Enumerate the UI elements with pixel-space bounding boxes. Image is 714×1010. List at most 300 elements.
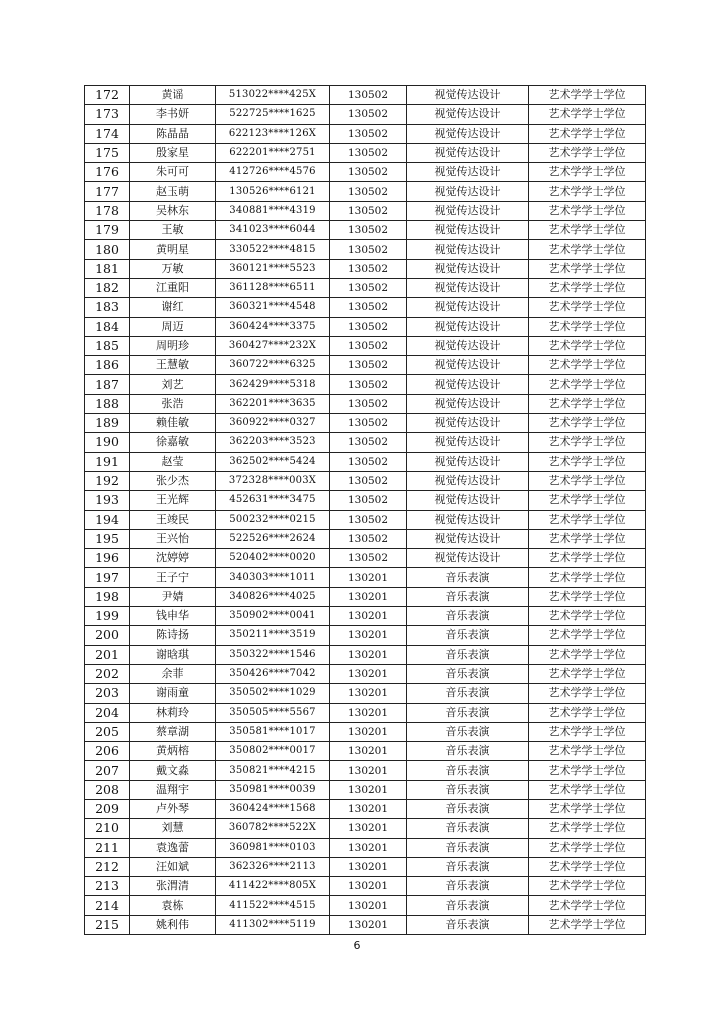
cell-seq: 173 [85, 105, 130, 124]
cell-id-number: 411302****5119 [216, 915, 330, 934]
cell-seq: 175 [85, 143, 130, 162]
cell-seq: 182 [85, 278, 130, 297]
cell-major: 视觉传达设计 [407, 549, 529, 568]
cell-name: 王竣民 [130, 510, 216, 529]
cell-id-number: 361128****6511 [216, 278, 330, 297]
page-number: 6 [353, 939, 361, 952]
table-row [85, 896, 646, 915]
cell-name: 谢雨童 [130, 684, 216, 703]
table-row [85, 761, 646, 780]
cell-name: 李书妍 [130, 105, 216, 124]
cell-major-code: 130201 [330, 568, 407, 587]
table-row [85, 568, 646, 587]
table-row [85, 857, 646, 876]
cell-seq: 206 [85, 742, 130, 761]
cell-id-number: 130526****6121 [216, 182, 330, 201]
cell-seq: 209 [85, 799, 130, 818]
cell-seq: 200 [85, 626, 130, 645]
cell-id-number: 330522****4815 [216, 240, 330, 259]
table-row [85, 607, 646, 626]
table-row [85, 278, 646, 297]
cell-name: 陈诗扬 [130, 626, 216, 645]
cell-major: 视觉传达设计 [407, 124, 529, 143]
cell-seq: 193 [85, 491, 130, 510]
cell-id-number: 350505****5567 [216, 703, 330, 722]
cell-seq: 185 [85, 336, 130, 355]
cell-name: 卢外琴 [130, 799, 216, 818]
cell-name: 赵莹 [130, 452, 216, 471]
cell-seq: 189 [85, 414, 130, 433]
cell-seq: 190 [85, 433, 130, 452]
cell-major-code: 130201 [330, 838, 407, 857]
cell-major: 音乐表演 [407, 799, 529, 818]
cell-degree: 艺术学学士学位 [529, 414, 646, 433]
cell-major: 视觉传达设计 [407, 105, 529, 124]
cell-degree: 艺术学学士学位 [529, 742, 646, 761]
table-row [85, 105, 646, 124]
cell-major: 视觉传达设计 [407, 221, 529, 240]
cell-name: 赖佳敏 [130, 414, 216, 433]
table-row [85, 664, 646, 683]
cell-major: 音乐表演 [407, 838, 529, 857]
cell-degree: 艺术学学士学位 [529, 240, 646, 259]
cell-major: 音乐表演 [407, 684, 529, 703]
cell-major-code: 130502 [330, 163, 407, 182]
table-row [85, 838, 646, 857]
cell-major: 音乐表演 [407, 877, 529, 896]
cell-degree: 艺术学学士学位 [529, 394, 646, 413]
cell-major: 视觉传达设计 [407, 317, 529, 336]
cell-name: 尹婧 [130, 587, 216, 606]
cell-degree: 艺术学学士学位 [529, 491, 646, 510]
cell-id-number: 350821****4215 [216, 761, 330, 780]
table-row [85, 375, 646, 394]
table-row [85, 742, 646, 761]
cell-major: 音乐表演 [407, 722, 529, 741]
cell-name: 汪如斌 [130, 857, 216, 876]
cell-degree: 艺术学学士学位 [529, 105, 646, 124]
cell-major: 视觉传达设计 [407, 375, 529, 394]
cell-seq: 212 [85, 857, 130, 876]
table-row [85, 259, 646, 278]
cell-major-code: 130502 [330, 336, 407, 355]
cell-id-number: 350502****1029 [216, 684, 330, 703]
cell-major-code: 130201 [330, 819, 407, 838]
cell-major: 视觉传达设计 [407, 259, 529, 278]
cell-id-number: 350802****0017 [216, 742, 330, 761]
cell-major-code: 130201 [330, 915, 407, 934]
table-row [85, 143, 646, 162]
cell-major-code: 130502 [330, 259, 407, 278]
cell-id-number: 372328****003X [216, 471, 330, 490]
cell-major: 视觉传达设计 [407, 394, 529, 413]
cell-id-number: 360782****522X [216, 819, 330, 838]
cell-major-code: 130502 [330, 105, 407, 124]
cell-id-number: 360981****0103 [216, 838, 330, 857]
cell-degree: 艺术学学士学位 [529, 317, 646, 336]
cell-id-number: 350981****0039 [216, 780, 330, 799]
cell-major: 视觉传达设计 [407, 452, 529, 471]
cell-id-number: 513022****425X [216, 86, 330, 105]
table-row [85, 915, 646, 934]
cell-id-number: 360424****1568 [216, 799, 330, 818]
cell-degree: 艺术学学士学位 [529, 703, 646, 722]
table-row [85, 491, 646, 510]
cell-seq: 196 [85, 549, 130, 568]
cell-seq: 205 [85, 722, 130, 741]
cell-name: 余菲 [130, 664, 216, 683]
cell-seq: 194 [85, 510, 130, 529]
table-row [85, 394, 646, 413]
cell-seq: 177 [85, 182, 130, 201]
degree-roster-table [84, 85, 646, 935]
cell-major: 视觉传达设计 [407, 356, 529, 375]
cell-major: 音乐表演 [407, 857, 529, 876]
table-row [85, 703, 646, 722]
table-row [85, 201, 646, 220]
cell-seq: 174 [85, 124, 130, 143]
cell-degree: 艺术学学士学位 [529, 626, 646, 645]
table-row [85, 240, 646, 259]
cell-id-number: 412726****4576 [216, 163, 330, 182]
cell-major: 视觉传达设计 [407, 529, 529, 548]
cell-major-code: 130201 [330, 742, 407, 761]
cell-degree: 艺术学学士学位 [529, 336, 646, 355]
cell-seq: 186 [85, 356, 130, 375]
cell-id-number: 350581****1017 [216, 722, 330, 741]
cell-name: 张渭清 [130, 877, 216, 896]
cell-degree: 艺术学学士学位 [529, 163, 646, 182]
cell-seq: 179 [85, 221, 130, 240]
table-row [85, 587, 646, 606]
cell-name: 王慧敏 [130, 356, 216, 375]
cell-name: 徐嘉敏 [130, 433, 216, 452]
cell-id-number: 360121****5523 [216, 259, 330, 278]
cell-major: 视觉传达设计 [407, 182, 529, 201]
cell-degree: 艺术学学士学位 [529, 877, 646, 896]
table-row [85, 124, 646, 143]
cell-degree: 艺术学学士学位 [529, 857, 646, 876]
table-row [85, 510, 646, 529]
cell-major-code: 130201 [330, 780, 407, 799]
cell-major: 音乐表演 [407, 742, 529, 761]
table-row [85, 780, 646, 799]
cell-major: 视觉传达设计 [407, 471, 529, 490]
cell-degree: 艺术学学士学位 [529, 722, 646, 741]
cell-major-code: 130201 [330, 877, 407, 896]
cell-id-number: 360722****6325 [216, 356, 330, 375]
cell-seq: 187 [85, 375, 130, 394]
cell-name: 蔡章湖 [130, 722, 216, 741]
cell-major: 视觉传达设计 [407, 298, 529, 317]
table-row [85, 356, 646, 375]
cell-major-code: 130502 [330, 201, 407, 220]
cell-seq: 199 [85, 607, 130, 626]
table-row [85, 471, 646, 490]
cell-degree: 艺术学学士学位 [529, 356, 646, 375]
cell-name: 谢晗琪 [130, 645, 216, 664]
cell-name: 赵玉萌 [130, 182, 216, 201]
cell-id-number: 411422****805X [216, 877, 330, 896]
table-row [85, 86, 646, 105]
cell-degree: 艺术学学士学位 [529, 664, 646, 683]
table-row [85, 645, 646, 664]
cell-major: 视觉传达设计 [407, 201, 529, 220]
cell-name: 钱申华 [130, 607, 216, 626]
table-row [85, 626, 646, 645]
cell-name: 温翔宇 [130, 780, 216, 799]
cell-major: 音乐表演 [407, 626, 529, 645]
table-row [85, 684, 646, 703]
cell-seq: 207 [85, 761, 130, 780]
cell-major: 音乐表演 [407, 664, 529, 683]
cell-name: 殷家星 [130, 143, 216, 162]
cell-seq: 172 [85, 86, 130, 105]
cell-name: 万敏 [130, 259, 216, 278]
cell-seq: 204 [85, 703, 130, 722]
cell-major-code: 130502 [330, 182, 407, 201]
cell-seq: 203 [85, 684, 130, 703]
cell-degree: 艺术学学士学位 [529, 587, 646, 606]
cell-id-number: 350322****1546 [216, 645, 330, 664]
cell-degree: 艺术学学士学位 [529, 915, 646, 934]
cell-name: 黄明星 [130, 240, 216, 259]
cell-major: 视觉传达设计 [407, 510, 529, 529]
cell-id-number: 360427****232X [216, 336, 330, 355]
cell-seq: 197 [85, 568, 130, 587]
cell-name: 张少杰 [130, 471, 216, 490]
cell-major: 视觉传达设计 [407, 491, 529, 510]
cell-degree: 艺术学学士学位 [529, 838, 646, 857]
cell-name: 刘艺 [130, 375, 216, 394]
cell-major: 音乐表演 [407, 761, 529, 780]
cell-name: 朱可可 [130, 163, 216, 182]
table-row [85, 221, 646, 240]
cell-id-number: 622123****126X [216, 124, 330, 143]
cell-degree: 艺术学学士学位 [529, 433, 646, 452]
cell-name: 王敏 [130, 221, 216, 240]
cell-major: 音乐表演 [407, 645, 529, 664]
cell-name: 王光辉 [130, 491, 216, 510]
cell-degree: 艺术学学士学位 [529, 819, 646, 838]
cell-major: 音乐表演 [407, 819, 529, 838]
cell-major-code: 130502 [330, 529, 407, 548]
table-row [85, 163, 646, 182]
cell-major-code: 130502 [330, 86, 407, 105]
cell-seq: 192 [85, 471, 130, 490]
cell-degree: 艺术学学士学位 [529, 799, 646, 818]
cell-seq: 181 [85, 259, 130, 278]
cell-seq: 213 [85, 877, 130, 896]
cell-major-code: 130502 [330, 124, 407, 143]
cell-name: 刘慧 [130, 819, 216, 838]
cell-major: 音乐表演 [407, 587, 529, 606]
table-row [85, 452, 646, 471]
cell-degree: 艺术学学士学位 [529, 143, 646, 162]
cell-name: 黄谣 [130, 86, 216, 105]
cell-seq: 191 [85, 452, 130, 471]
cell-degree: 艺术学学士学位 [529, 645, 646, 664]
cell-degree: 艺术学学士学位 [529, 568, 646, 587]
cell-degree: 艺术学学士学位 [529, 607, 646, 626]
cell-id-number: 452631****3475 [216, 491, 330, 510]
cell-major: 音乐表演 [407, 896, 529, 915]
cell-major-code: 130502 [330, 317, 407, 336]
cell-degree: 艺术学学士学位 [529, 259, 646, 278]
cell-major-code: 130502 [330, 298, 407, 317]
cell-major: 音乐表演 [407, 915, 529, 934]
cell-major: 音乐表演 [407, 568, 529, 587]
cell-major: 视觉传达设计 [407, 240, 529, 259]
cell-degree: 艺术学学士学位 [529, 221, 646, 240]
cell-degree: 艺术学学士学位 [529, 529, 646, 548]
cell-major: 视觉传达设计 [407, 163, 529, 182]
cell-major-code: 130201 [330, 703, 407, 722]
cell-id-number: 350902****0041 [216, 607, 330, 626]
cell-id-number: 340303****1011 [216, 568, 330, 587]
cell-major-code: 130502 [330, 549, 407, 568]
cell-degree: 艺术学学士学位 [529, 780, 646, 799]
cell-degree: 艺术学学士学位 [529, 761, 646, 780]
cell-name: 谢红 [130, 298, 216, 317]
cell-major: 视觉传达设计 [407, 336, 529, 355]
table-row [85, 799, 646, 818]
cell-id-number: 622201****2751 [216, 143, 330, 162]
cell-major-code: 130502 [330, 278, 407, 297]
cell-major-code: 130502 [330, 143, 407, 162]
cell-major: 音乐表演 [407, 780, 529, 799]
table-row [85, 529, 646, 548]
cell-seq: 211 [85, 838, 130, 857]
cell-name: 江重阳 [130, 278, 216, 297]
table-row [85, 317, 646, 336]
cell-id-number: 362201****3635 [216, 394, 330, 413]
table-row [85, 298, 646, 317]
cell-id-number: 520402****0020 [216, 549, 330, 568]
cell-seq: 198 [85, 587, 130, 606]
cell-major-code: 130502 [330, 510, 407, 529]
cell-major: 视觉传达设计 [407, 414, 529, 433]
cell-major: 音乐表演 [407, 607, 529, 626]
cell-name: 周明珍 [130, 336, 216, 355]
cell-id-number: 360424****3375 [216, 317, 330, 336]
cell-name: 姚利伟 [130, 915, 216, 934]
cell-degree: 艺术学学士学位 [529, 510, 646, 529]
cell-id-number: 360922****0327 [216, 414, 330, 433]
cell-id-number: 340826****4025 [216, 587, 330, 606]
cell-major-code: 130502 [330, 452, 407, 471]
cell-id-number: 500232****0215 [216, 510, 330, 529]
cell-name: 沈婷婷 [130, 549, 216, 568]
cell-major-code: 130201 [330, 761, 407, 780]
cell-major-code: 130502 [330, 471, 407, 490]
cell-name: 陈晶晶 [130, 124, 216, 143]
cell-major-code: 130502 [330, 375, 407, 394]
cell-seq: 202 [85, 664, 130, 683]
cell-degree: 艺术学学士学位 [529, 375, 646, 394]
cell-major-code: 130201 [330, 607, 407, 626]
cell-seq: 201 [85, 645, 130, 664]
cell-seq: 188 [85, 394, 130, 413]
table-row [85, 414, 646, 433]
cell-name: 袁逸蕾 [130, 838, 216, 857]
cell-id-number: 340881****4319 [216, 201, 330, 220]
cell-degree: 艺术学学士学位 [529, 298, 646, 317]
cell-seq: 210 [85, 819, 130, 838]
cell-name: 林莉玲 [130, 703, 216, 722]
cell-seq: 195 [85, 529, 130, 548]
roster-body [85, 86, 646, 935]
cell-degree: 艺术学学士学位 [529, 896, 646, 915]
cell-degree: 艺术学学士学位 [529, 86, 646, 105]
cell-seq: 214 [85, 896, 130, 915]
cell-id-number: 411522****4515 [216, 896, 330, 915]
table-row [85, 877, 646, 896]
cell-name: 王子宁 [130, 568, 216, 587]
cell-major-code: 130502 [330, 356, 407, 375]
cell-name: 吴林东 [130, 201, 216, 220]
cell-name: 周迈 [130, 317, 216, 336]
cell-seq: 208 [85, 780, 130, 799]
cell-name: 王兴怡 [130, 529, 216, 548]
cell-seq: 176 [85, 163, 130, 182]
cell-id-number: 362502****5424 [216, 452, 330, 471]
cell-seq: 184 [85, 317, 130, 336]
cell-id-number: 341023****6044 [216, 221, 330, 240]
cell-major: 视觉传达设计 [407, 433, 529, 452]
cell-degree: 艺术学学士学位 [529, 124, 646, 143]
cell-id-number: 350211****3519 [216, 626, 330, 645]
cell-seq: 180 [85, 240, 130, 259]
cell-name: 袁栋 [130, 896, 216, 915]
cell-degree: 艺术学学士学位 [529, 278, 646, 297]
cell-id-number: 362326****2113 [216, 857, 330, 876]
table-row [85, 182, 646, 201]
cell-major-code: 130201 [330, 645, 407, 664]
cell-seq: 215 [85, 915, 130, 934]
cell-id-number: 362203****3523 [216, 433, 330, 452]
cell-major: 音乐表演 [407, 703, 529, 722]
table-row [85, 336, 646, 355]
cell-major-code: 130201 [330, 722, 407, 741]
cell-degree: 艺术学学士学位 [529, 182, 646, 201]
cell-major: 视觉传达设计 [407, 143, 529, 162]
cell-major-code: 130502 [330, 414, 407, 433]
cell-id-number: 522725****1625 [216, 105, 330, 124]
cell-name: 黄炳榕 [130, 742, 216, 761]
cell-major-code: 130502 [330, 394, 407, 413]
cell-major-code: 130502 [330, 433, 407, 452]
cell-major: 视觉传达设计 [407, 86, 529, 105]
cell-name: 戴文淼 [130, 761, 216, 780]
cell-id-number: 522526****2624 [216, 529, 330, 548]
cell-major-code: 130201 [330, 896, 407, 915]
cell-degree: 艺术学学士学位 [529, 684, 646, 703]
cell-major-code: 130201 [330, 587, 407, 606]
cell-name: 张浩 [130, 394, 216, 413]
cell-seq: 183 [85, 298, 130, 317]
cell-degree: 艺术学学士学位 [529, 549, 646, 568]
cell-degree: 艺术学学士学位 [529, 201, 646, 220]
cell-major-code: 130502 [330, 240, 407, 259]
cell-major-code: 130502 [330, 491, 407, 510]
cell-major-code: 130201 [330, 857, 407, 876]
cell-major-code: 130201 [330, 626, 407, 645]
table-row [85, 549, 646, 568]
table-row [85, 433, 646, 452]
cell-seq: 178 [85, 201, 130, 220]
cell-major: 视觉传达设计 [407, 278, 529, 297]
